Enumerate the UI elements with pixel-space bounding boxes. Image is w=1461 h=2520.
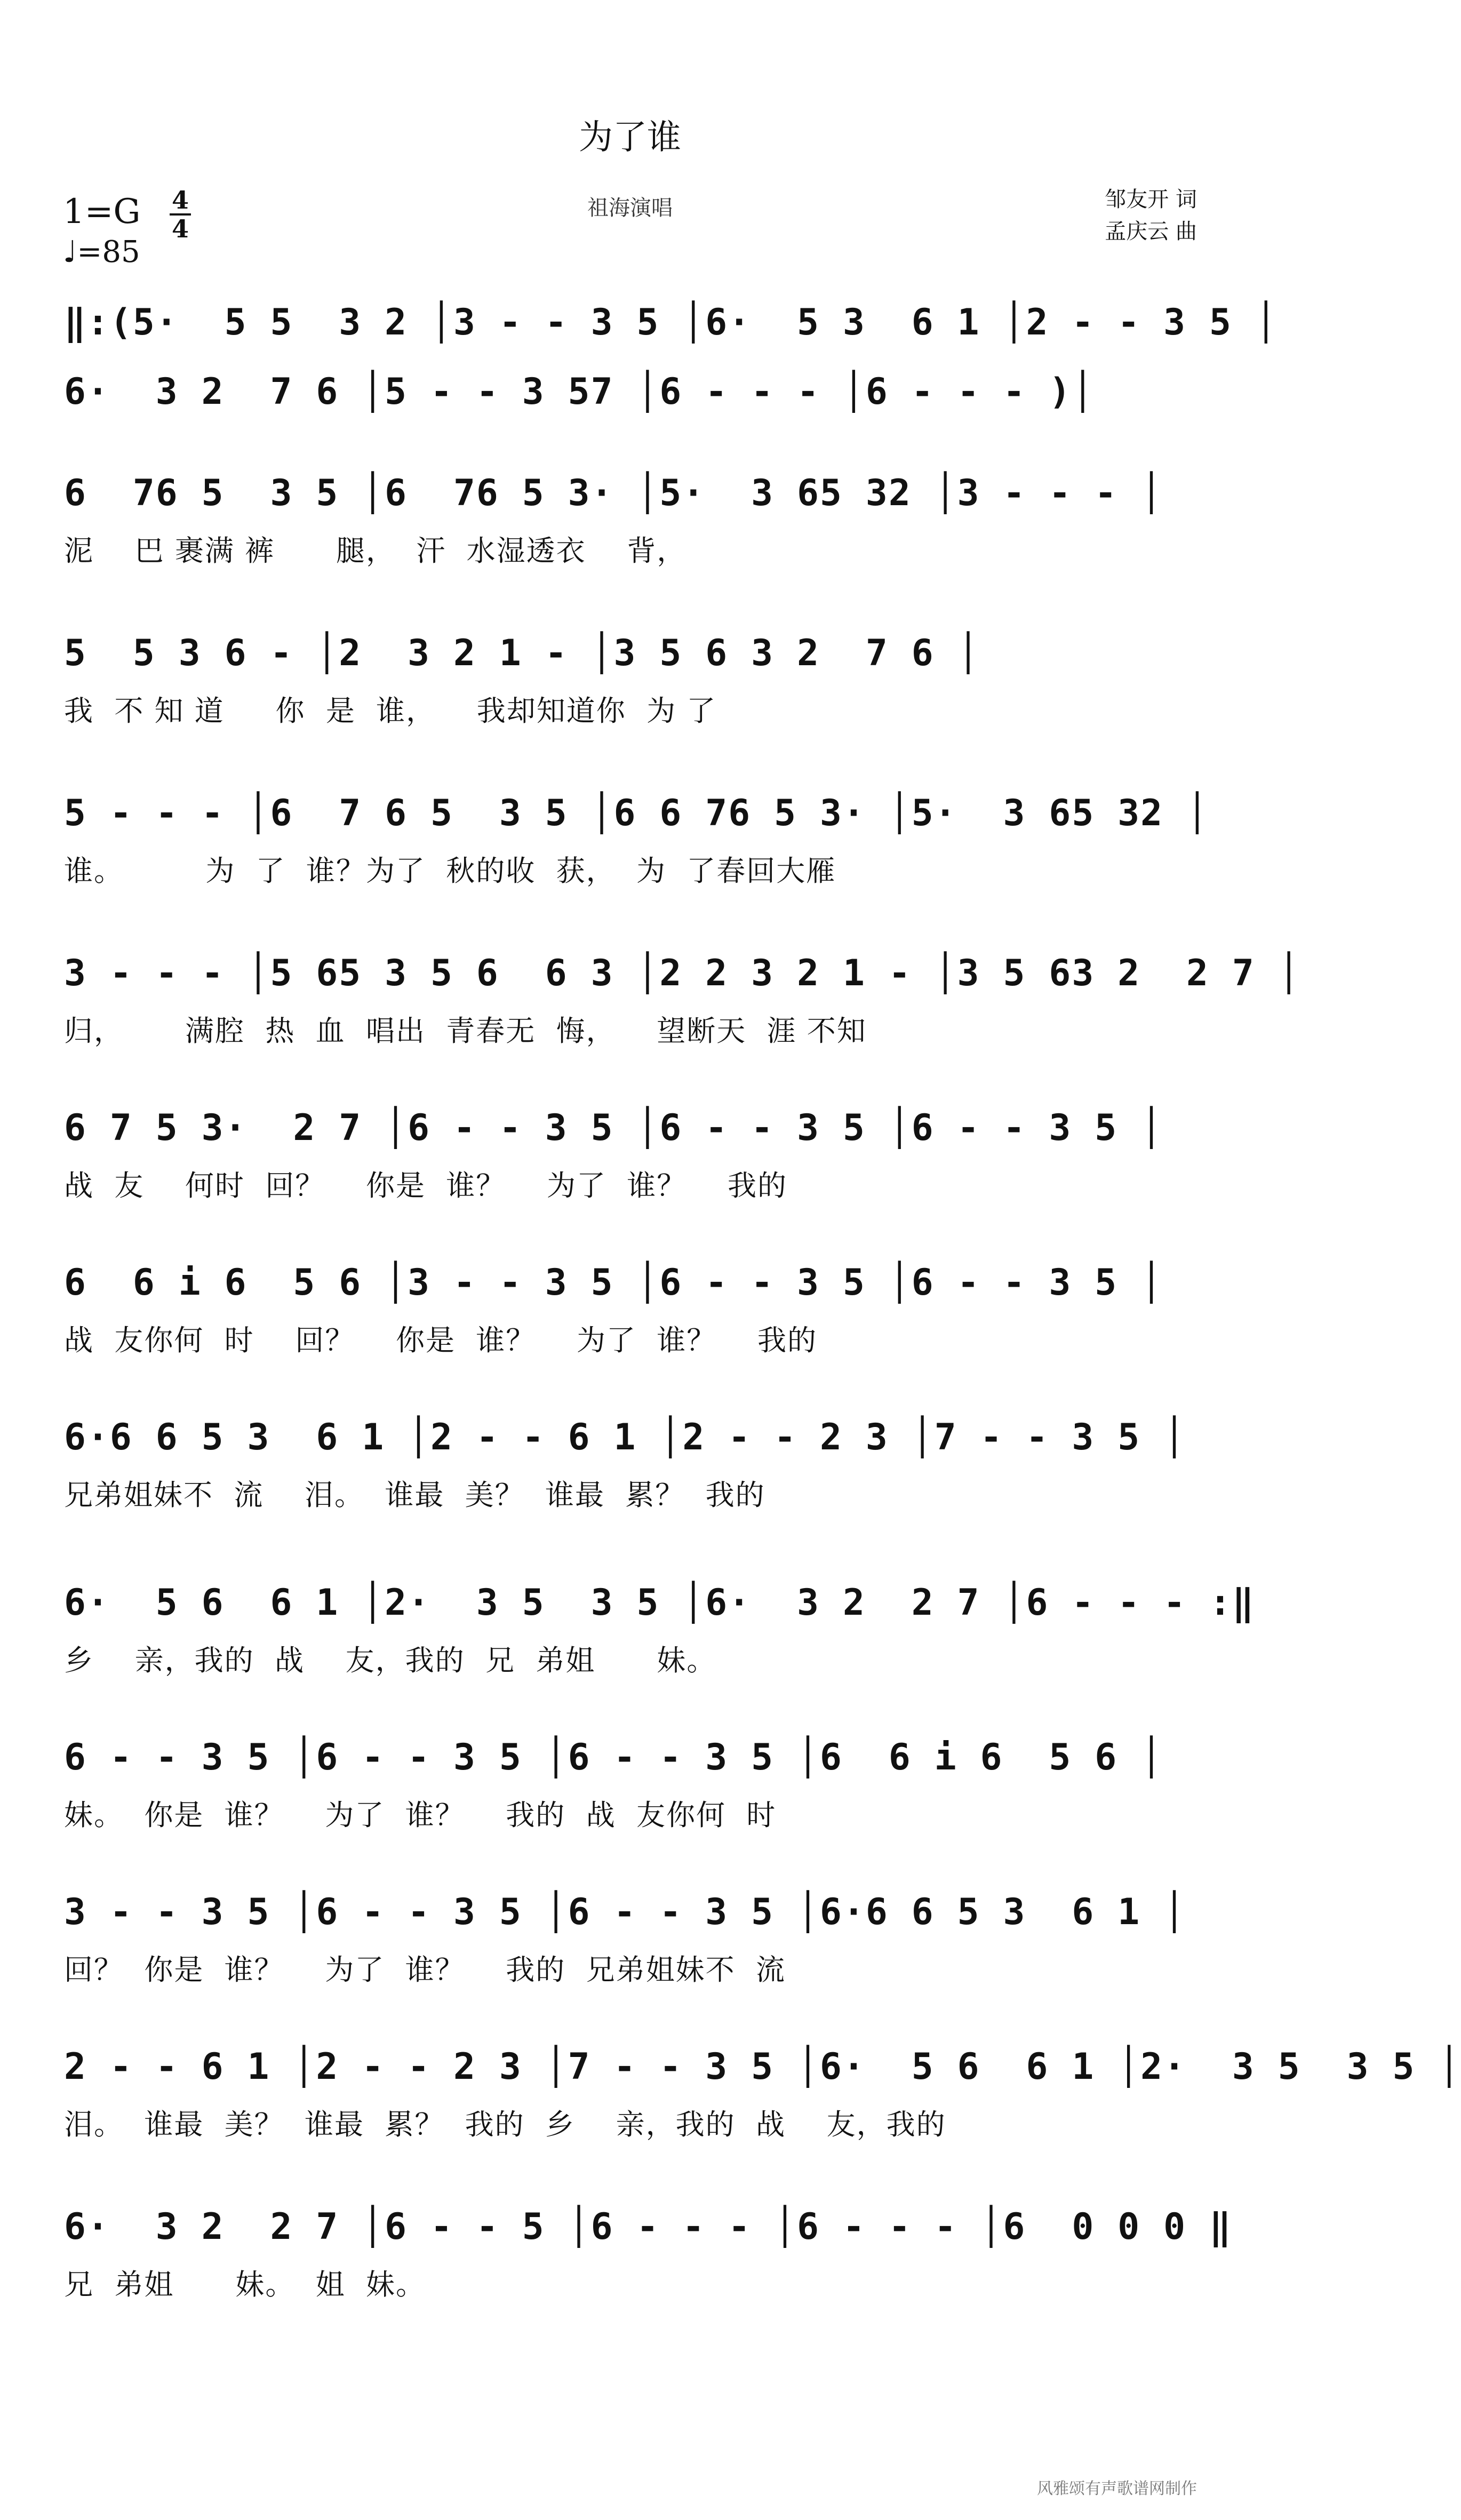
lyrics-line: 战 友你何 时 回？ 你是 谁？ 为了 谁？ 我的 bbox=[64, 1323, 817, 1357]
notes-line: 6 - - 3 5 │6 - - 3 5 │6 - - 3 5 │6 6 i 6 5 6 │ bbox=[64, 1736, 1164, 1779]
notes-line: 3 - - 3 5 │6 - - 3 5 │6 - - 3 5 │6·6 6 5 3 6 1 │ bbox=[64, 1891, 1187, 1933]
song-title: 为了谁 bbox=[579, 118, 681, 157]
singer-credit: 祖海演唱 bbox=[587, 196, 673, 220]
tempo-marking: ♩=85 bbox=[63, 235, 140, 269]
lyrics-line: 战 友 何时 回？ 你是 谁？ 为了 谁？ 我的 bbox=[64, 1169, 787, 1202]
time-signature bbox=[170, 188, 191, 241]
notes-line: 6· 3 2 2 7 │6 - - 5 │6 - - - │6 - - - │6 0 0 0 ‖ bbox=[64, 2206, 1232, 2248]
notes-line: 6 76 5 3 5 │6 76 5 3· │5· 3 65 32 │3 - - - │ bbox=[64, 472, 1164, 514]
lyrics-line: 归， 满腔 热 血 唱出 青春无 悔， 望断天 涯 不知 bbox=[64, 1014, 867, 1048]
lyrics-line: 回？ 你是 谁？ 为了 谁？ 我的 兄弟姐妹不 流 bbox=[64, 1953, 786, 1987]
lyrics-line: 乡 亲，我的 战 友，我的 兄 弟姐 妹。 bbox=[64, 1644, 717, 1677]
notes-line: ‖:(5· 5 5 3 2 │3 - - 3 5 │6· 5 3 6 1 │2 - - 3 5 │ bbox=[64, 301, 1278, 344]
lyrics-line: 妹。 你是 谁？ 为了 谁？ 我的 战 友你何 时 bbox=[64, 1798, 777, 1832]
key-signature: 1=G bbox=[63, 192, 141, 232]
notes-line: 6 7 5 3· 2 7 │6 - - 3 5 │6 - - 3 5 │6 - - 3 5 │ bbox=[64, 1107, 1164, 1149]
notes-line: 5 - - - │6 7 6 5 3 5 │6 6 76 5 3· │5· 3 65 32 │ bbox=[64, 792, 1209, 834]
notes-line: 6·6 6 5 3 6 1 │2 - - 6 1 │2 - - 2 3 │7 - - 3 5 │ bbox=[64, 1416, 1187, 1458]
time-bottom: 4 bbox=[171, 214, 189, 243]
footer-watermark: 风雅颂有声歌谱网制作 bbox=[1037, 2479, 1197, 2498]
notes-line: 2 - - 6 1 │2 - - 2 3 │7 - - 3 5 │6· 5 6 6 1 │2· 3 5 3 5 │ bbox=[64, 2046, 1461, 2088]
lyrics-line: 谁。 为 了 谁？为了 秋的收 获， 为 了春回大雁 bbox=[64, 854, 836, 888]
lyrics-line: 泥 巴 裹满 裤 腿， 汗 水湿透衣 背， bbox=[64, 534, 687, 568]
notes-line: 3 - - - │5 65 3 5 6 6 3 │2 2 3 2 1 - │3 5 63 2 2 7 │ bbox=[64, 952, 1301, 994]
lyrics-line: 兄弟姐妹不 流 泪。 谁最 美？ 谁最 累？ 我的 bbox=[64, 1478, 765, 1512]
credits bbox=[1105, 184, 1197, 248]
composer: 孟庆云 曲 bbox=[1105, 219, 1197, 244]
notes-line: 5 5 3 6 - │2 3 2 1 - │3 5 6 3 2 7 6 │ bbox=[64, 632, 980, 674]
notes-line: 6· 5 6 6 1 │2· 3 5 3 5 │6· 3 2 2 7 │6 - - - :‖ bbox=[64, 1582, 1255, 1624]
lyrics-line: 我 不 知 道 你 是 谁， 我却知道你 为 了 bbox=[64, 694, 717, 728]
lyrics-line: 兄 弟姐 妹。 姐 妹。 bbox=[64, 2268, 426, 2301]
time-top: 4 bbox=[171, 186, 189, 214]
notes-line: 6 6 i 6 5 6 │3 - - 3 5 │6 - - 3 5 │6 - - 3 5 │ bbox=[64, 1262, 1164, 1304]
lyricist: 邹友开 词 bbox=[1105, 187, 1197, 212]
lyrics-line: 泪。 谁最 美？ 谁最 累？ 我的 乡 亲，我的 战 友，我的 bbox=[64, 2108, 946, 2141]
notes-line: 6· 3 2 7 6 │5 - - 3 57 │6 - - - │6 - - - )│ bbox=[64, 371, 1095, 413]
